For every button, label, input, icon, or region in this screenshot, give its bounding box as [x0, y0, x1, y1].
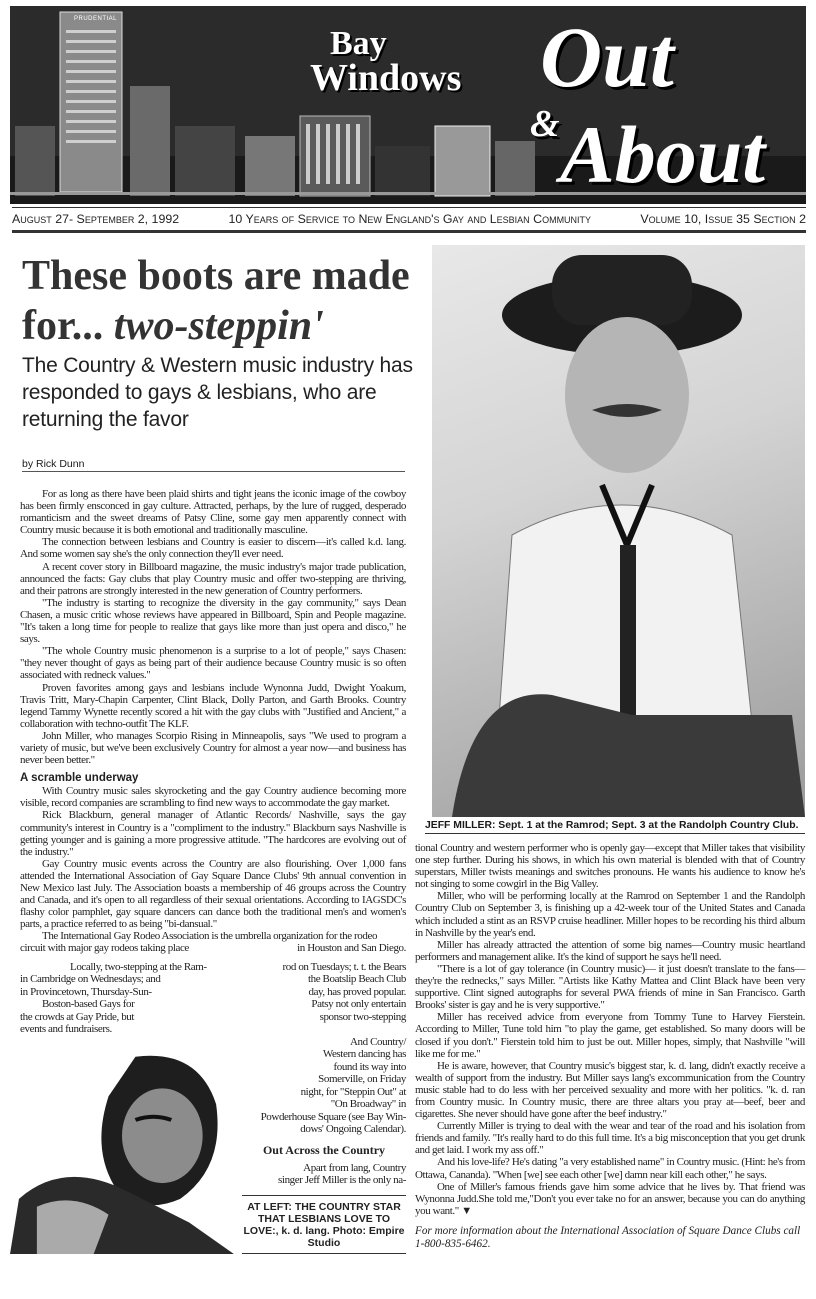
tagline: 10 Years of Service to New England's Gay and Lesbian Community — [228, 212, 592, 226]
subhead: A scramble underway — [20, 772, 139, 785]
wrapped-text-right: rod on Tuesdays; t. t. the Bears the Boatslip Beach Club day, has proved popular. Patsy not only entertain sponsor two-stepping And Country/ Western dancing has found its way into Somerville, on Friday night, for "Steppin Out" at "On Broadway" in Powderhouse Square (see Bay Win- dows' Ongoing Calendar). — [260, 960, 406, 1136]
dateline — [12, 207, 806, 233]
section-scramble-underway: A scramble underway With Country music sales skyrocketing and the gay Country audience becoming more visible, record companies are scrambling to find new ways to accommodate the gay market. Rick Blackburn, general manager of Atlantic Records/ Nashville, says the gay community's interest in Country is a "compliment to the industry." Blackburn says Nashville is getting younger and is gaining a more progressive attitude. "The hardcores are evolving out of the industry." Gay Country music events across the Country are also flourishing. Over 1,000 fans attended the International Association of Gay Square Dance Clubs' 9th annual convention in New Mexico last July. The Association boasts a membership of 46 groups across the Country and Canada, and it's open to all regardless of their sexual orientations. According to IAGSDC's flashy color pamphlet, gay square dancers can dance both the traditional men's and women's parts, a practice referred to as being "bi-dansual." The International Gay Rodeo Association is the umbrella organization for the rodeo circuit with major gay rodeos taking place in Houston and San Diego. — [20, 772, 406, 955]
wrap-right-column — [242, 961, 406, 1254]
cowboy-photo-illustration — [432, 245, 805, 817]
wrapped-text-right-2: Apart from lang, Country singer Jeff Miller is the only na- — [278, 1161, 406, 1187]
building-sign: PRUDENTIAL — [74, 16, 118, 22]
headline: These boots are made — [22, 253, 410, 299]
photo-kd-lang — [10, 1041, 234, 1254]
left-flow — [20, 488, 406, 1254]
issue-date: August 27- September 2, 1992 — [12, 212, 180, 226]
right-flow — [415, 842, 805, 1251]
photo-caption-lang: AT LEFT: THE COUNTRY STAR THAT LESBIANS LOVE TO LOVE:, k. d. lang. Photo: Empire Studio — [242, 1195, 406, 1254]
masthead: PRUDENTIAL Bay Windows Out & About — [10, 6, 806, 204]
publication-logo: Bay Windows — [310, 25, 462, 100]
wrapped-text-left: Locally, two-stepping at the Ram- in Cambridge on Wednesdays; and in Provincetown, Thursday-Sun- Boston-based Gays for the crowds at Gay Pride, but events and fundraisers. — [20, 960, 207, 1036]
photo-jeff-miller — [432, 245, 805, 817]
rodeo-line: circuit with major gay rodeos taking place in Houston and San Diego. — [20, 942, 406, 955]
photo-wrap-zone — [20, 961, 406, 1254]
headline-line2: for... two-steppin' — [22, 303, 324, 349]
article-column-right: tional Country and western performer who is openly gay—except that Miller takes that visibility one step further. During his shows, in which his own material is blended with that of Country superstars, Miller twists meanings and switches pronouns. He wants his audience to know he's not singing to some cowgirl in the Big Valley. Miller, who will be performing locally at the Ramrod on September 1 and the Randolph Country Club on September 3, is finishing up a 42-week tour of the United States and Canada which included a stint as an RSVP cruise headliner. Miller hopes to be recording his third album in Nashville by the year's end. Miller has already attracted the attention of some big names—Country music heartland performers and management alike. It's the kind of support he says he'll need. "There is a lot of gay tolerance (in Country music)— it just doesn't translate to the fans— they're the rednecks," says Miller. "Artists like Kathy Mattea and Clint Black have been very supportive. Clint signed autographs for several PWA friends of mine in San Francisco. Garth Brooks' sister is gay and he is very supportive." Miller has received advice from everyone from Tommy Tune to Harvey Fierstein. According to Miller, Tune told him "to play the game, get established. So many doors will be closed if you don't." Fierstein told him to just be out. Miller hopes, simply, that Nashville "will like me for me." He is aware, however, that Country music's biggest star, k. d. lang, didn't exactly receive a wealth of support from the industry. But Miller says lang's excommunication from the Country music stable had to do less with her perceived sexuality and more with her politics. "k. d. ran from Country music. In Country music, there are three altars you pray at—beef, beer and cigarettes. She never should have gone after the beef industry." Currently Miller is trying to deal with the wear and tear of the road and his isolation from friends and family. "It's really hard to do this full time. It's a big misconception that you get drunk and get laid. I work my ass off." And his love-life? He's dating "a very established name" in Country music. (Hint: he's from Ottawa, Cananda). "When [we] see each other [we] damn near kill each other," he says. One of Miller's famous friends gave him some advice that he lives by. That friend was Wynonna Judd.She told me,"Don't you ever take no for an answer, because you can do anything you want." ▼ — [415, 842, 805, 1217]
portrait-photo-illustration — [10, 1041, 234, 1254]
deck: The Country & Western music industry has responded to gays & lesbians, who are returning the favor — [22, 354, 413, 431]
subhead-out-across-the-country: Out Across the Country — [262, 1142, 386, 1157]
article-column-left: For as long as there have been plaid shirts and tight jeans the iconic image of the cowboy has been firmly ensconced in gay culture. Attracted, perhaps, by the lure of rugged, desperado romanticism and the sweet dreams of Patsy Cline, some gay men apparently connect with Country music because it is both emotional and traditionally masculine. The connection between lesbians and Country is easier to discern—it's called k.d. lang. And some women say she's the only connection they'll ever need. A recent cover story in Billboard magazine, the music industry's major trade publication, announced the facts: Gay clubs that play Country music and offer two-stepping are thriving, and their patrons are strongly interested in the new generation of Country performers. "The industry is starting to recognize the diversity in the gay community," says Dean Chasen, a music critic whose reviews have appeared in Billboard, Spin and People magazine. "It's taken a long time for people to realize that gays like more than just opera and disco," he says. "The whole Country music phenomenon is a surprise to a lot of people," says Chasen: "they never thought of gays as being part of their audience because Country music is so often associated with redneck values." Proven favorites among gays and lesbians include Wynonna Judd, Dwight Yoakum, Travis Tritt, Mary-Chapin Carpenter, Clint Black, Dolly Parton, and Garth Brooks. Country legend Tammy Wynette recently scored a hit with the gay clubs with "Justified and Ancient," a collaboration with techno-outfit The KLF. John Miller, who manages Scorpio Rising in Minneapolis, says "We used to program a variety of music, but we've been exclusively Country for almost a year now—and business has never been better." — [20, 488, 406, 767]
photo-caption: JEFF MILLER: Sept. 1 at the Ramrod; Sept. 3 at the Randolph Country Club. — [425, 820, 805, 834]
byline: by Rick Dunn — [22, 458, 405, 472]
issue-number: Volume 10, Issue 35 Section 2 — [640, 212, 806, 226]
info-note: For more information about the International Association of Square Dance Clubs call 1-800-835-6462. — [415, 1224, 801, 1250]
